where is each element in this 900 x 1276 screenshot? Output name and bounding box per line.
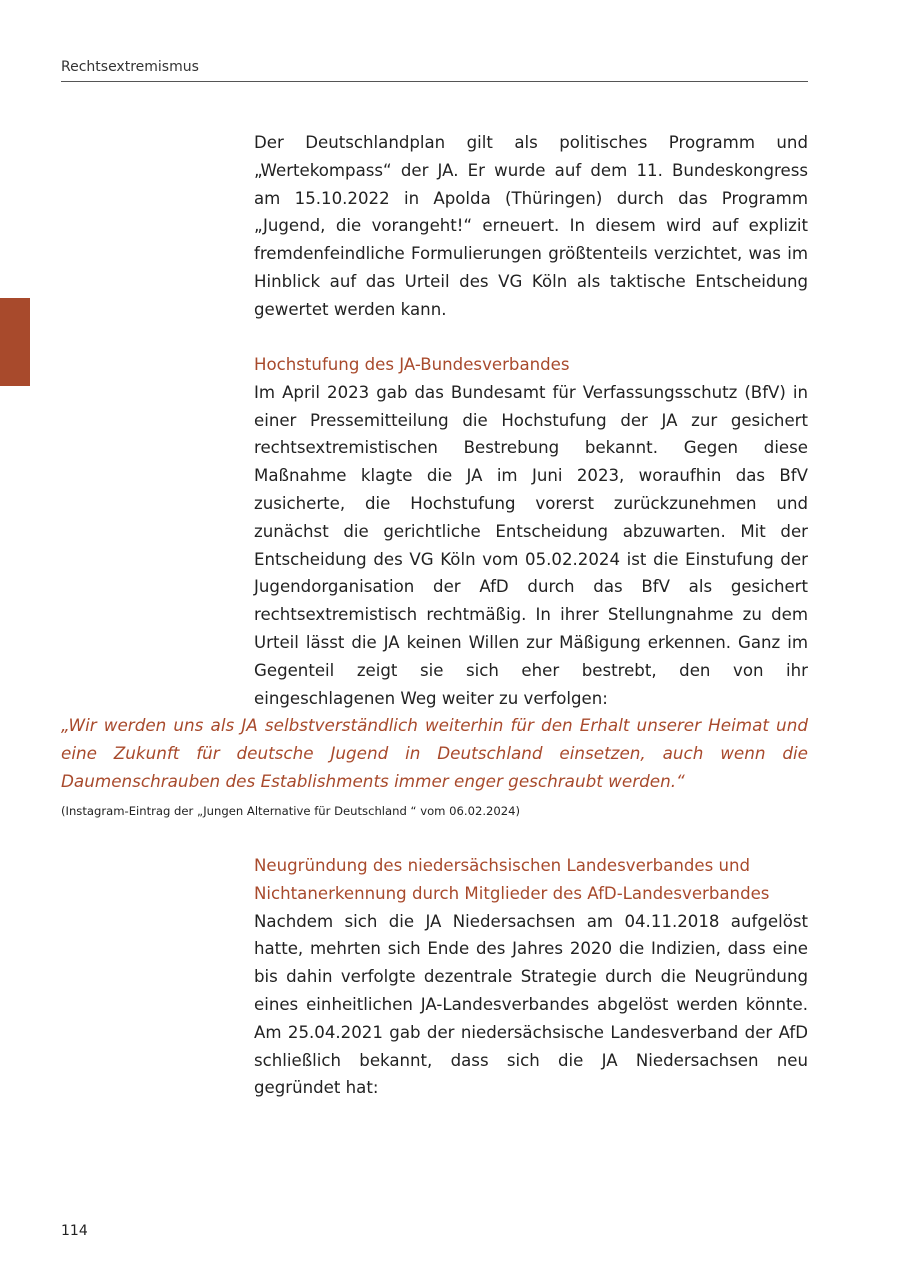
page-number: 114 <box>61 1223 88 1239</box>
quote-source-text: (Instagram-Eintrag der „Jungen Alternative für Deutschland “ vom 06.02.2024) <box>61 804 521 818</box>
quote-source <box>61 803 808 819</box>
section-paragraph-neugruendung: Nachdem sich die JA Niedersachsen am 04.11.2018 aufgelöst hatte, mehrten sich Ende des Jahres 2020 die Indizien, dass eine bis dahin verfolgte dezentrale Strategie durch die Neugründung eines einheitlichen JA-Landesverbandes abgelöst werden könnte. Am 25.04.2021 gab der niedersächsische Landesverband der AfD schließlich bekannt, dass sich die JA Niedersachsen neu gegründet hat: <box>254 911 808 1098</box>
intro-block <box>254 129 808 324</box>
chapter-marker-tab <box>0 298 30 386</box>
running-header-title: Rechtsextremismus <box>61 59 199 75</box>
section-paragraph-hochstufung: Im April 2023 gab das Bundesamt für Verfassungsschutz (BfV) in einer Pressemitteilung die Hochstufung der JA zur gesichert rechtsextremistischen Bestrebung bekannt. Gegen diese Maßnahme klagte die JA im Juni 2023, woraufhin das BfV zusicherte, die Hochstufung vorerst zurückzunehmen und zunächst die gerichtliche Entscheidung abzuwarten. Mit der Entscheidung des VG Köln vom 05.02.2024 ist die Einstufung der Jugendorganisation der AfD durch das BfV als gesichert rechtsextremistisch rechtmäßig. In ihrer Stellungnahme zu dem Urteil lässt die JA keinen Willen zur Mäßigung erkennen. Ganz im Gegenteil zeigt sie sich eher bestrebt, den von ihr eingeschlagenen Weg weiter zu verfolgen: <box>254 382 808 708</box>
section-bundesverband <box>254 351 808 712</box>
running-header <box>61 58 808 82</box>
blockquote <box>61 712 808 795</box>
intro-paragraph: Der Deutschlandplan gilt als politisches Programm und „Wertekompass“ der JA. Er wurde auf dem 11. Bundeskongress am 15.10.2022 in Apolda (Thüringen) durch das Programm „Jugend, die vorangeht!“ erneuert. In diesem wird auf explizit fremdenfeindliche Formulierungen größtenteils verzichtet, was im Hinblick auf das Urteil des VG Köln als taktische Entscheidung gewertet werden kann. <box>254 133 808 319</box>
section-niedersachsen <box>254 852 808 1102</box>
quote-text: „Wir werden uns als JA selbstverständlich weiterhin für den Erhalt unserer Heimat und eine Zukunft für deutsche Jugend in Deutschland einsetzen, auch wenn die Daumenschrauben des Establishments immer enger geschraubt werden.“ <box>61 715 808 791</box>
section-heading-hochstufung: Hochstufung des JA-Bundesverbandes <box>254 355 570 374</box>
section-heading-neugruendung: Neugründung des niedersächsischen Landesverbandes und Nichtanerkennung durch Mitglieder des AfD-Landesverbandes <box>254 856 770 903</box>
